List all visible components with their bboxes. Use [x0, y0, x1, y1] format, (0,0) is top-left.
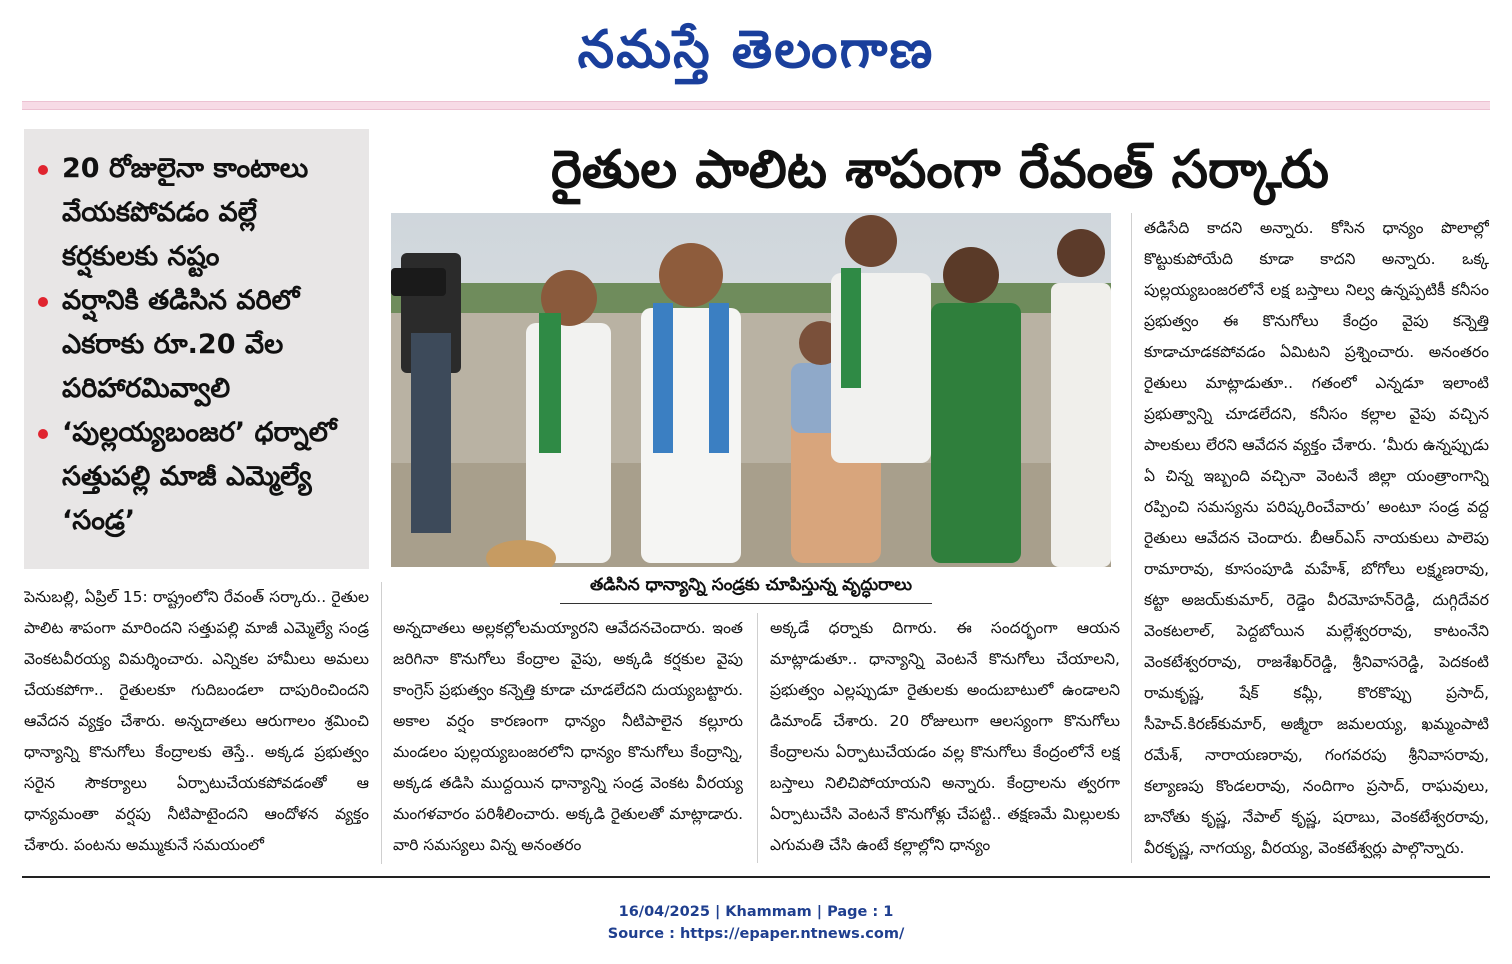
headline: రైతుల పాలిట శాపంగా రేవంత్ సర్కారు — [550, 140, 1330, 200]
bullet-icon — [38, 429, 48, 439]
bottom-rule — [22, 876, 1490, 878]
column-divider — [381, 582, 382, 864]
highlights-box — [24, 129, 369, 569]
masthead-title: నమస్తే తెలంగాణ — [577, 20, 935, 80]
article-column-3 — [770, 613, 1120, 863]
highlight-item — [34, 411, 359, 543]
footer-dateline: 16/04/2025 | Khammam | Page : 1 — [618, 904, 894, 920]
article-column-1 — [24, 582, 369, 864]
article-column-2 — [393, 613, 743, 863]
footer-source-link[interactable]: Source : https://epaper.ntnews.com/ — [607, 926, 905, 942]
footer — [0, 901, 1512, 945]
highlight-text: ‘పుల్లయ్యబంజర’ ధర్నాలో సత్తుపల్లి మాజీ ఎమ్మెల్యే ‘సండ్ర’ — [62, 417, 337, 536]
article-column-4 — [1144, 213, 1489, 863]
article-text: అక్కడే ధర్నాకు దిగారు. ఈ సందర్భంగా ఆయన మాట్లాడుతూ.. ధాన్యాన్ని వెంటనే కొనుగోలు చేయాలని, ప్రభుత్వం ఎల్లప్పుడూ రైతులకు అందుబాటులో ఉండాలని డిమాండ్ చేశారు. 20 రోజులుగా ఆలస్యంగా కొనుగోలు కేంద్రాలను ఏర్పాటుచేయడం వల్ల కొనుగోలు కేంద్రంలోనే లక్ష బస్తాలు నిలిచిపోయాయని అన్నారు. కేంద్రాలను త్వరగా ఏర్పాటుచేసి వెంటనే కొనుగోళ్లు చేపట్టి.. తక్షణమే మిల్లులకు ఎగుమతి చేసి ఉంటే కల్లాల్లోని ధాన్యం — [770, 619, 1120, 854]
caption-rule — [560, 603, 932, 604]
article-text: తడిసేది కాదని అన్నారు. కోసిన ధాన్యం పొలాల్లో కొట్టుకుపోయేది కూడా కాదని అన్నారు. ఒక్క పుల్లయ్యబంజరలోనే లక్ష బస్తాలు నిల్వ ఉన్నప్పటికీ కనీసం ప్రభుత్వం ఈ కొనుగోలు కేంద్రం వైపు కన్నెత్తి కూడాచూడకపోవడం ఏమిటని ప్రశ్నించారు. అనంతరం రైతులు మాట్లాడుతూ.. గతంలో ఎన్నడూ ఇలాంటి ప్రభుత్వాన్ని చూడలేదని, కనీసం కల్లాల వైపు వచ్చిన పాలకులు లేరని ఆవేదన వ్యక్తం చేశారు. ‘మీరు ఉన్నప్పుడు ఏ చిన్న ఇబ్బంది వచ్చినా వెంటనే జిల్లా యంత్రాంగాన్ని రప్పించి సమస్యను పరిష్కరించేవారు’ అంటూ సండ్ర వద్ద రైతులు ఆవేదన చెందారు. బీఆర్ఎస్ నాయకులు పాలెపు రామారావు, కూసంపూడి మహేశ్, బోగోలు లక్ష్మణరావు, కట్టా అజయ్‌కుమార్, రెడ్డెం వీరమోహన్‌రెడ్డి, దుగ్గిదేవర వెంకటలాల్, పెద్దబోయిన మల్లేశ్వరరావు, కాటంనేని వెంకటేశ్వరరావు, రాజశేఖర్‌రెడ్డి, శ్రీనివాసరెడ్డి, పెదకంటి రామకృష్ణ, షేక్ కమ్లీ, కొరకొప్పు ప్రసాద్, సీహెచ్.కిరణ్‌కుమార్, అజ్మీరా జమలయ్య, ఖమ్మంపాటి రమేశ్, నారాయణరావు, గంగవరపు శ్రీనివాసరావు, కల్యాణపు కొండలరావు, నందిగాం ప్రసాద్, రాఘవులు, బానోతు కృష్ణ, నేపాల్ కృష్ణ, షరాబు, వెంకటేశ్వరరావు, వీరకృష్ణ, నాగయ్య, వీరయ్య, వెంకటేశ్వర్లు పాల్గొన్నారు. — [1144, 219, 1489, 857]
column-divider — [757, 613, 758, 863]
news-photo — [391, 213, 1111, 567]
photo-caption: తడిసిన ధాన్యాన్ని సండ్రకు చూపిస్తున్న వృద్ధురాలు — [589, 575, 913, 595]
column-divider — [1131, 213, 1132, 863]
highlight-item — [34, 147, 359, 279]
highlight-text: వర్షానికి తడిసిన వరిలో ఎకరాకు రూ.20 వేల పరిహారమివ్వాలి — [62, 285, 300, 404]
highlight-text: 20 రోజులైనా కాంటాలు వేయకపోవడం వల్లే కర్షకులకు నష్టం — [62, 153, 309, 272]
bullet-icon — [38, 165, 48, 175]
masthead-rule — [22, 101, 1490, 110]
highlight-item — [34, 279, 359, 411]
article-text: అన్నదాతలు అల్లకల్లోలమయ్యారని ఆవేదనచెందారు. ఇంత జరిగినా కొనుగోలు కేంద్రాల వైపు, అక్కడి కర్షకుల వైపు కాంగ్రెస్ ప్రభుత్వం కన్నెత్తి కూడా చూడలేదని దుయ్యబట్టారు. అకాల వర్షం కారణంగా ధాన్యం నీటిపాలైన కల్లూరు మండలం పుల్లయ్యబంజరలోని ధాన్యం కొనుగోలు కేంద్రాన్ని, అక్కడ తడిసి ముద్దయిన ధాన్యాన్ని సండ్ర వెంకట వీరయ్య మంగళవారం పరిశీలించారు. అక్కడి రైతులతో మాట్లాడారు. వారి సమస్యలు విన్న అనంతరం — [393, 619, 743, 854]
article-text: పెనుబల్లి, ఏప్రిల్ 15: రాష్ట్రంలోని రేవంత్ సర్కారు.. రైతుల పాలిట శాపంగా మారిందని సత్తుపల్లి మాజీ ఎమ్మెల్యే సండ్ర వెంకటవీరయ్య విమర్శించారు. ఎన్నికల హామీలు అమలు చేయకపోగా.. రైతులకూ గుదిబండలా దాపురించిందని ఆవేదన వ్యక్తం చేశారు. అన్నదాతలు ఆరుగాలం శ్రమించి ధాన్యాన్ని కొనుగోలు కేంద్రాలకు తెస్తే.. అక్కడ ప్రభుత్వం సరైన సౌకర్యాలు ఏర్పాటుచేయకపోవడంతో ఆ ధాన్యమంతా వర్షపు నీటిపాటైందని ఆందోళన వ్యక్తం చేశారు. పంటను అమ్ముకునే సమయంలో — [24, 588, 369, 854]
bullet-icon — [38, 297, 48, 307]
